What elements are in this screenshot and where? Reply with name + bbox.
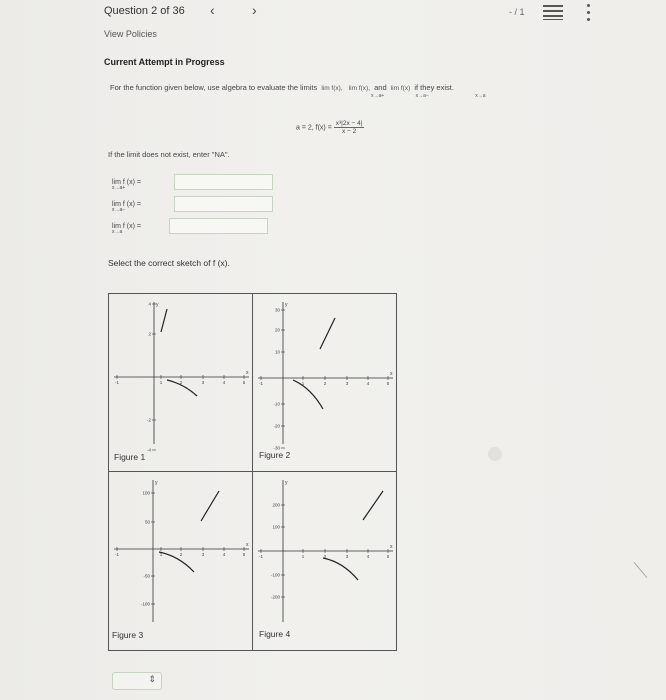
formula-denominator: x − 2 <box>341 128 357 135</box>
y-tick-label: 4 <box>148 301 151 307</box>
sub-right: x→a+ <box>371 93 385 99</box>
figure-1 <box>109 294 252 472</box>
function-formula <box>296 120 364 135</box>
y-tick-label: -100 <box>270 572 280 578</box>
score-display: - / 1 <box>509 7 525 17</box>
formula-fraction <box>334 120 365 135</box>
prompt-text-end: if they exist. <box>414 83 454 92</box>
sub-left: x→a− <box>415 93 429 99</box>
x-axis-label: x <box>246 542 249 548</box>
curve-branch-left <box>293 380 323 409</box>
curve-branch-right <box>320 318 335 349</box>
x-tick-label: 2 <box>323 554 327 559</box>
na-instruction: If the limit does not exist, enter "NA". <box>108 150 230 159</box>
figure-2 <box>253 294 396 472</box>
question-counter: Question 2 of 36 <box>104 5 185 17</box>
x-axis-label: x <box>390 371 393 377</box>
x-tick-label: -1 <box>114 552 120 557</box>
figure-4 <box>253 472 396 650</box>
figure-4-plot <box>253 472 396 650</box>
figure-3-label: Figure 3 <box>112 630 144 640</box>
y-tick-label: -30 <box>273 445 280 451</box>
x-tick-label: 3 <box>345 381 349 386</box>
y-tick-label: 30 <box>274 307 280 313</box>
attempt-title: Current Attempt in Progress <box>104 57 225 67</box>
view-policies-link[interactable]: View Policies <box>104 29 157 39</box>
limit-left-label: lim f (x) = <box>112 201 141 208</box>
limit-right-label: lim f (x) = <box>112 179 141 186</box>
y-tick-label: 200 <box>272 502 280 508</box>
figure-1-plot <box>109 294 252 472</box>
curve-branch-right <box>161 309 167 332</box>
y-tick-label: -100 <box>140 601 150 607</box>
y-tick-label: 100 <box>272 524 280 530</box>
x-tick-label: 1 <box>159 380 163 385</box>
question-prompt <box>110 83 454 92</box>
x-tick-label: 3 <box>345 554 349 559</box>
x-tick-label: 4 <box>222 380 226 385</box>
x-tick-label: 3 <box>201 552 205 557</box>
limit-row-right <box>112 179 141 191</box>
x-tick-label: 4 <box>366 554 370 559</box>
sub-two-sided: x→a <box>475 93 486 99</box>
limit-right-sub: x→a+ <box>112 185 126 191</box>
y-tick-label: -10 <box>273 401 280 407</box>
figure-2-label: Figure 2 <box>259 450 291 460</box>
limit-two-sided-expr: lim f(x) <box>390 85 411 92</box>
y-axis-label: y <box>156 302 159 308</box>
formula-lhs: a = 2, f(x) = <box>296 124 332 132</box>
limit-subscripts <box>371 93 485 99</box>
background-smudge <box>488 447 502 461</box>
x-tick-label: 4 <box>222 552 226 557</box>
chevron-left-icon[interactable]: ‹ <box>210 2 215 18</box>
x-tick-label: 2 <box>179 552 183 557</box>
limit-row-two-sided <box>112 223 141 235</box>
limit-right-input[interactable] <box>174 174 273 190</box>
x-tick-label: 5 <box>242 552 246 557</box>
x-tick-label: 4 <box>366 381 370 386</box>
x-tick-label: 5 <box>386 381 390 386</box>
y-axis-label: y <box>155 480 158 486</box>
figure-3 <box>109 472 252 650</box>
y-tick-label: -50 <box>143 573 150 579</box>
sketch-select[interactable] <box>112 672 162 690</box>
prompt-text: For the function given below, use algebra to evaluate the limits <box>110 83 318 92</box>
limit-left-input[interactable] <box>174 196 273 212</box>
x-tick-label: 1 <box>301 381 305 386</box>
y-tick-label: 20 <box>274 327 280 333</box>
more-vertical-icon[interactable] <box>587 3 591 21</box>
figure-1-label: Figure 1 <box>114 452 146 462</box>
y-tick-label: 50 <box>144 519 150 525</box>
prompt-and: and <box>374 83 387 92</box>
x-axis-label: x <box>390 544 393 550</box>
x-tick-label: -1 <box>258 381 264 386</box>
figure-4-label: Figure 4 <box>259 629 291 639</box>
figure-3-plot <box>109 472 252 650</box>
y-tick-label: -200 <box>270 594 280 600</box>
limit-row-left <box>112 201 141 213</box>
x-tick-label: 2 <box>323 381 327 386</box>
limit-left-expr: lim f(x), <box>348 85 371 92</box>
x-tick-label: 2 <box>179 380 183 385</box>
x-tick-label: 5 <box>242 380 246 385</box>
y-tick-label: 100 <box>142 490 150 496</box>
x-tick-label: -1 <box>114 380 120 385</box>
y-tick-label: -20 <box>273 423 280 429</box>
y-axis-label: y <box>285 302 288 308</box>
chevron-updown-icon: ⇕ <box>148 674 156 684</box>
y-axis-label: y <box>285 480 288 486</box>
curve-branch-right <box>363 491 383 520</box>
limit-left-sub: x→a− <box>112 207 126 213</box>
curve-branch-left <box>159 552 194 572</box>
question-list-icon[interactable] <box>543 4 563 20</box>
curve-branch-right <box>201 491 219 521</box>
sketch-prompt: Select the correct sketch of f (x). <box>108 258 230 268</box>
y-tick-label: -2 <box>146 417 151 423</box>
limit-right-expr: lim f(x), <box>321 85 343 92</box>
x-tick-label: 5 <box>386 554 390 559</box>
limit-two-sided-label: lim f (x) = <box>112 223 141 230</box>
formula-numerator: x³|2x − 4| <box>335 120 363 127</box>
x-tick-label: -1 <box>258 554 264 559</box>
y-tick-label: 2 <box>148 331 151 337</box>
x-tick-label: 1 <box>301 554 305 559</box>
y-tick-label: 10 <box>274 349 280 355</box>
x-tick-label: 1 <box>159 552 163 557</box>
chevron-right-icon[interactable]: › <box>252 2 257 18</box>
figure-2-plot <box>253 294 396 472</box>
limit-two-sided-input[interactable] <box>169 218 268 234</box>
limit-two-sided-sub: x→a <box>112 229 123 235</box>
x-axis-label: x <box>246 370 249 376</box>
x-tick-label: 3 <box>201 380 205 385</box>
y-tick-label: -4 <box>146 447 151 453</box>
curve-branch-left <box>323 558 358 580</box>
